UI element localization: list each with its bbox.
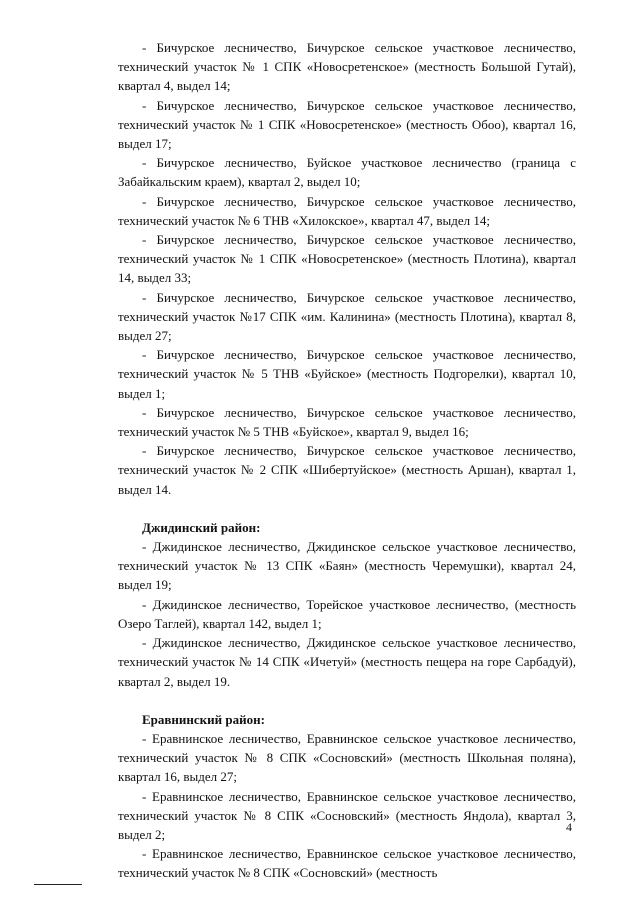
section-bichura bbox=[118, 38, 576, 499]
list-item: - Джидинское лесничество, Торейское участковое лесничество, (местность Озеро Таглей), квартал 142, выдел 1; bbox=[118, 596, 576, 631]
list-item: - Бичурское лесничество, Буйское участковое лесничество (граница с Забайкальским краем), квартал 2, выдел 10; bbox=[118, 155, 576, 190]
document-body bbox=[118, 38, 576, 883]
list-item: - Джидинское лесничество, Джидинское сельское участковое лесничество, технический участок № 13 СПК «Баян» (местность Черемушки), квартал 24, выдел 19; bbox=[118, 539, 576, 593]
list-item: - Еравнинское лесничество, Еравнинское сельское участковое лесничество, технический участок № 8 СПК «Сосновский» (местность Яндола), квартал 3, выдел 2; bbox=[118, 788, 576, 842]
list-item: - Джидинское лесничество, Джидинское сельское участковое лесничество, технический участок № 14 СПК «Ичетуй» (местность пещера на горе Сарбадуй), квартал 2, выдел 19. bbox=[118, 635, 576, 689]
list-item: - Еравнинское лесничество, Еравнинское сельское участковое лесничество, технический участок № 8 СПК «Сосновский» (местность Школьная поляна), квартал 16, выдел 27; bbox=[118, 730, 576, 785]
list-item: - Бичурское лесничество, Бичурское сельское участковое лесничество, технический участок № 1 СПК «Новосретенское» (местность Большой Гутай), квартал 4, выдел 14; bbox=[118, 40, 576, 94]
page-number: 4 bbox=[566, 820, 572, 834]
section-heading: Еравнинский район: bbox=[142, 711, 265, 727]
section-dzhida bbox=[118, 518, 576, 691]
list-item: - Бичурское лесничество, Бичурское сельское участковое лесничество, технический участок № 1 СПК «Новосретенское» (местность Плотина), квартал 14, выдел 33; bbox=[118, 232, 576, 286]
section-gap bbox=[118, 499, 576, 518]
list-item: - Бичурское лесничество, Бичурское сельское участковое лесничество, технический участок № 6 ТНВ «Хилокское», квартал 47, выдел 14; bbox=[118, 193, 576, 228]
footer-divider bbox=[34, 884, 82, 885]
section-eravna bbox=[118, 710, 576, 883]
list-item: - Бичурское лесничество, Бичурское сельское участковое лесничество, технический участок № 5 ТНВ «Буйское», квартал 9, выдел 16; bbox=[118, 404, 576, 440]
section-gap bbox=[118, 691, 576, 710]
list-item: - Бичурское лесничество, Бичурское сельское участковое лесничество, технический участок № 5 ТНВ «Буйское» (местность Подгорелки), квартал 10, выдел 1; bbox=[118, 347, 576, 401]
list-item: - Еравнинское лесничество, Еравнинское сельское участковое лесничество, технический участок № 8 СПК «Сосновский» (местность bbox=[118, 846, 576, 881]
section-heading: Джидинский район: bbox=[142, 519, 261, 535]
list-item: - Бичурское лесничество, Бичурское сельское участковое лесничество, технический участок № 1 СПК «Новосретенское» (местность Обоо), квартал 16, выдел 17; bbox=[118, 97, 576, 152]
list-item: - Бичурское лесничество, Бичурское сельское участковое лесничество, технический участок № 2 СПК «Шибертуйское» (местность Аршан), квартал 1, выдел 14. bbox=[118, 443, 576, 497]
list-item: - Бичурское лесничество, Бичурское сельское участковое лесничество, технический участок №17 СПК «им. Калинина» (местность Плотина), квартал 8, выдел 27; bbox=[118, 289, 576, 344]
